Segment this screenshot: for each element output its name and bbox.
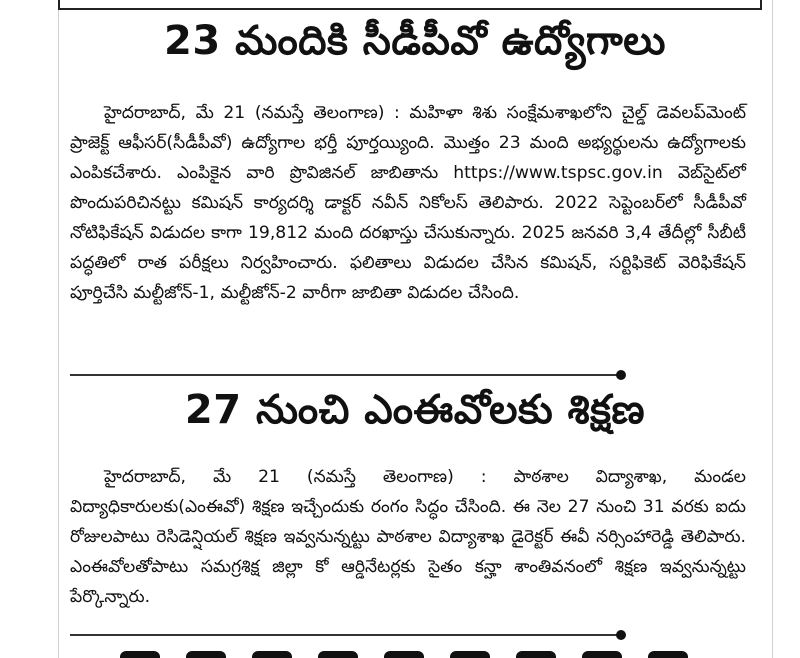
article1-headline: 23 మందికి సీడీపీవో ఉద్యోగాలు bbox=[164, 18, 666, 64]
divider-dot-icon bbox=[616, 370, 626, 380]
article2-headline: 27 నుంచి ఎంఈవోలకు శిక్షణ bbox=[184, 387, 646, 433]
page-border-left bbox=[58, 0, 59, 658]
article1-body bbox=[70, 98, 746, 308]
top-border-box bbox=[58, 0, 762, 10]
article1-paragraph: హైదరాబాద్, మే 21 (నమస్తే తెలంగాణ) : మహిళా శిశు సంక్షేమశాఖలోని చైల్డ్ డెవలప్‌మెంట్ ప్రాజెక్ట్ ఆఫీసర్(సీడీపీవో) ఉద్యోగాల భర్తీ పూర్తయ్యింది. మొత్తం 23 మంది అభ్యర్థులను ఉద్యోగాలకు ఎంపికచేశారు. ఎంపికైన వారి ప్రొవిజినల్ జాబితాను https://www.tspsc.gov.in వెబ్‌సైట్‌లో పొందుపరిచినట్టు కమిషన్ కార్యదర్శి డాక్టర్ నవీన్ నికోలస్ తెలిపారు. 2022 సెప్టెంబర్‌లో సీడీపీవో నోటిఫికేషన్ విడుదల కాగా 19,812 మంది దరఖాస్తు చేసుకున్నారు. 2025 జనవరి 3,4 తేదీల్లో సీబీటీ పద్ధతిలో రాత పరీక్షలు నిర్వహించారు. ఫలితాలు విడుదల చేసిన కమిషన్, సర్టిఫికెట్ వెరిఫికేషన్ పూర్తిచేసి మల్టీజోన్-1, మల్టీజోన్-2 వారీగా జాబితా విడుదల చేసింది. bbox=[70, 103, 746, 303]
article2-paragraph: హైదరాబాద్, మే 21 (నమస్తే తెలంగాణ) : పాఠశాల విద్యాశాఖ, మండల విద్యాధికారులకు(ఎంఈవో) శిక్షణ ఇచ్చేందుకు రంగం సిద్ధం చేసింది. ఈ నెల 27 నుంచి 31 వరకు ఐదు రోజులపాటు రెసిడెన్షియల్ శిక్షణ ఇవ్వనున్నట్టు పాఠశాల విద్యాశాఖ డైరెక్టర్ ఈవీ నర్సింహారెడ్డి తెలిపారు. ఎంఈవోలతోపాటు సమగ్రశిక్ష జిల్లా కో ఆర్డినేటర్లకు సైతం కన్హా శాంతివనంలో శిక్షణ ఇవ్వనున్నట్టు పేర్కొన్నారు. bbox=[70, 467, 746, 607]
article2-body bbox=[70, 462, 746, 612]
article-divider bbox=[70, 374, 620, 376]
divider-dot-icon bbox=[616, 630, 626, 640]
article-divider-bottom bbox=[70, 634, 620, 636]
cropped-next-headline bbox=[120, 650, 740, 658]
page-border-right bbox=[772, 0, 773, 658]
